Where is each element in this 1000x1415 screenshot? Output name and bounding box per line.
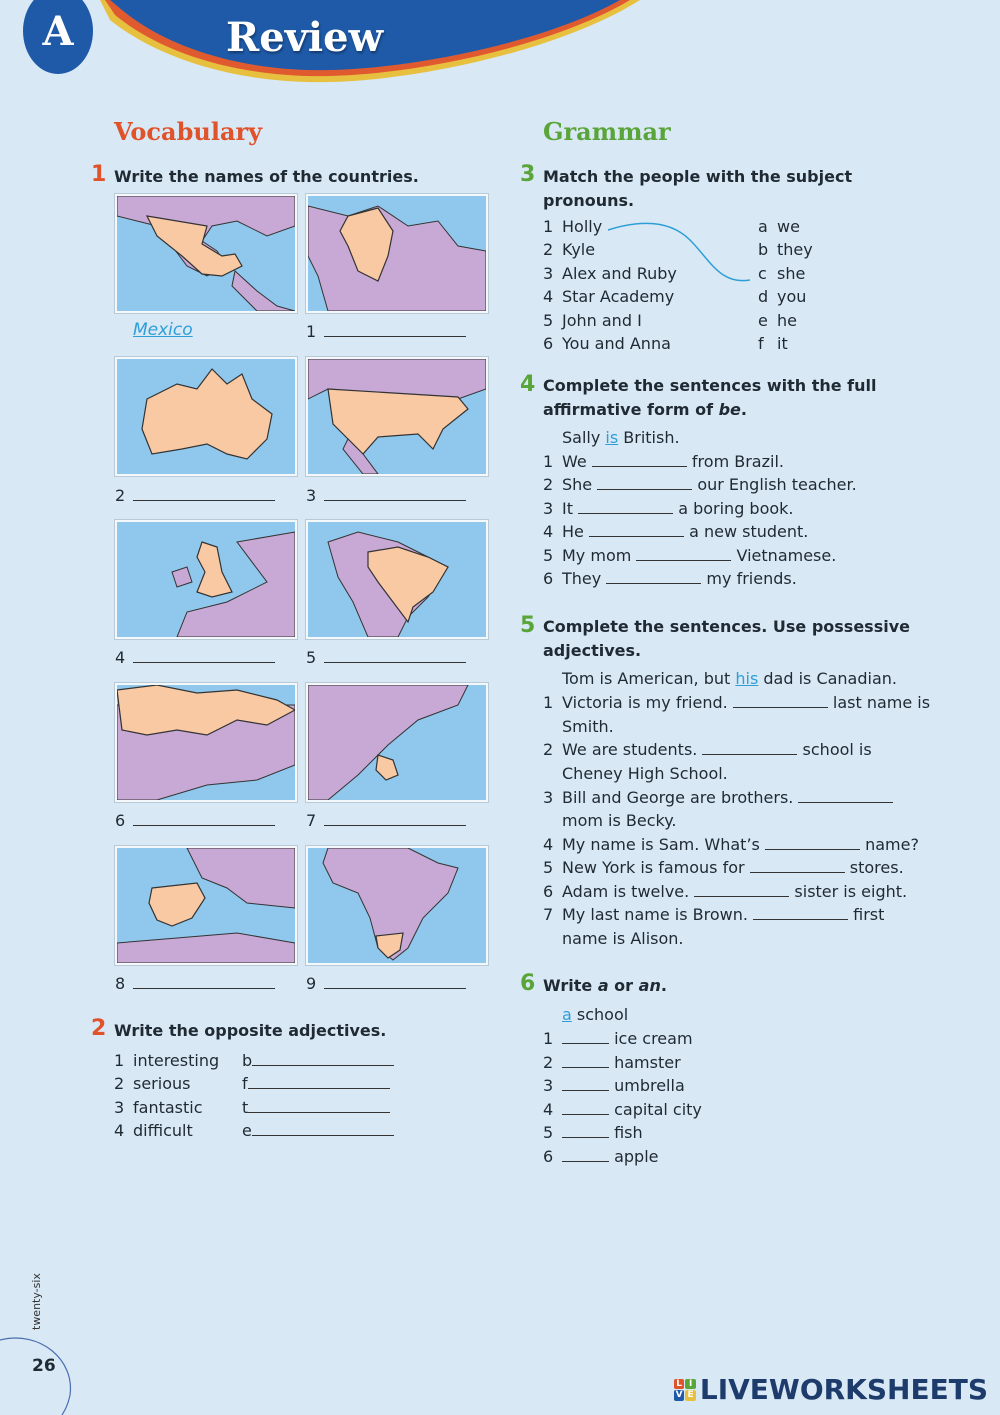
answer-blank[interactable] <box>133 811 275 826</box>
page-number: 26 <box>32 1356 56 1376</box>
answer-blank[interactable] <box>592 452 687 467</box>
ex6-item: 4 capital city <box>543 1100 702 1119</box>
map-label-6: 6 <box>115 811 290 830</box>
answer-blank[interactable] <box>252 1051 394 1066</box>
answer-blank[interactable] <box>694 882 789 897</box>
unit-badge: A <box>23 0 93 74</box>
ex2-item: 1 interesting b <box>114 1049 394 1072</box>
answer-blank[interactable] <box>765 835 860 850</box>
answer-blank[interactable] <box>578 499 673 514</box>
exercise-5-instruction: Complete the sentences. Use possessive adjectives. <box>543 617 910 660</box>
answer-blank[interactable] <box>798 788 893 803</box>
ex4-item: 2 She our English teacher. <box>543 475 857 494</box>
ex6-item: 1 ice cream <box>543 1029 693 1048</box>
ex3-pronoun[interactable]: f it <box>758 334 788 353</box>
answer-blank[interactable] <box>133 974 275 989</box>
answer-blank[interactable] <box>606 569 701 584</box>
ex3-pronoun[interactable]: b they <box>758 240 813 259</box>
map-label-2: 2 <box>115 486 290 505</box>
ex4-item: 5 My mom Vietnamese. <box>543 546 837 565</box>
liveworksheets-logo[interactable]: L I V E LIVEWORKSHEETS <box>675 1373 988 1406</box>
answer-blank[interactable] <box>324 648 466 663</box>
ex6-item: 3 umbrella <box>543 1076 685 1095</box>
exercise-6-instruction: Write a or an. <box>543 976 667 995</box>
ex4-item: 6 They my friends. <box>543 569 797 588</box>
ex3-person[interactable]: 4 Star Academy <box>543 287 675 306</box>
map-label-8: 8 <box>115 974 290 993</box>
ex3-pronoun[interactable]: d you <box>758 287 807 306</box>
map-label-5: 5 <box>306 648 481 667</box>
ex3-person[interactable]: 1 Holly <box>543 217 603 236</box>
map-uk <box>115 520 297 639</box>
map-label-3: 3 <box>306 486 481 505</box>
answer-blank[interactable] <box>636 546 731 561</box>
map-spain <box>115 846 297 965</box>
answer-blank[interactable] <box>252 1121 394 1136</box>
ex3-person[interactable]: 6 You and Anna <box>543 334 671 353</box>
answer-blank[interactable] <box>324 811 466 826</box>
ex3-person[interactable]: 3 Alex and Ruby <box>543 264 677 283</box>
exercise-4-instruction: Complete the sentences with the full affirmative form of be. <box>543 376 877 419</box>
map-brazil <box>306 520 488 639</box>
map-label-4: 4 <box>115 648 290 667</box>
answer-blank[interactable] <box>562 1076 609 1091</box>
page-title: Review <box>226 14 384 61</box>
ex3-pronoun[interactable]: c she <box>758 264 806 283</box>
liveworksheets-logo-icon: L I V E <box>674 1379 696 1401</box>
ex5-item: 6 Adam is twelve. sister is eight. <box>543 882 908 901</box>
ex3-pronoun[interactable]: a we <box>758 217 800 236</box>
ex5-example: Tom is American, but his dad is Canadian. <box>562 669 897 688</box>
ex5-item: 3 Bill and George are brothers. <box>543 786 893 809</box>
answer-blank[interactable] <box>750 858 845 873</box>
map-label-7: 7 <box>306 811 481 830</box>
answer-blank[interactable] <box>248 1098 390 1113</box>
answer-blank[interactable] <box>324 322 466 337</box>
ex6-item: 2 hamster <box>543 1053 681 1072</box>
map-label-1: 1 <box>306 322 481 341</box>
map-australia <box>115 357 297 476</box>
answer-blank[interactable] <box>248 1074 390 1089</box>
answer-blank[interactable] <box>133 486 275 501</box>
vocabulary-heading: Vocabulary <box>114 117 263 146</box>
grammar-heading: Grammar <box>543 117 671 146</box>
ex6-item: 6 apple <box>543 1147 659 1166</box>
exercise-6-number: 6 <box>520 971 536 996</box>
answer-blank[interactable] <box>733 693 828 708</box>
answer-blank[interactable] <box>753 905 848 920</box>
ex5-item-continued: Cheney High School. <box>562 764 728 783</box>
map-mexico <box>115 194 297 313</box>
ex4-item: 1 We from Brazil. <box>543 452 784 471</box>
ex5-item: 7 My last name is Brown. first <box>543 905 885 924</box>
answer-blank[interactable] <box>324 974 466 989</box>
exercise-3-number: 3 <box>520 162 536 187</box>
answer-blank[interactable] <box>562 1100 609 1115</box>
ex4-item: 3 It a boring book. <box>543 499 794 518</box>
ex2-item: 3 fantastic t <box>114 1096 390 1119</box>
ex6-item: 5 fish <box>543 1123 643 1142</box>
ex5-item: 2 We are students. school is <box>543 740 872 759</box>
ex3-example-match-line <box>600 215 760 290</box>
answer-blank[interactable] <box>597 475 692 490</box>
map-usa <box>306 357 488 476</box>
ex5-item: 5 New York is famous for stores. <box>543 858 904 877</box>
answer-blank[interactable] <box>133 648 275 663</box>
exercise-5-number: 5 <box>520 613 536 638</box>
header-banner <box>0 0 1000 110</box>
answer-blank[interactable] <box>589 522 684 537</box>
exercise-2-number: 2 <box>91 1016 107 1041</box>
map-japan <box>306 683 488 802</box>
answer-blank[interactable] <box>562 1029 609 1044</box>
map-south-africa <box>306 846 488 965</box>
ex6-example: a school <box>562 1005 629 1024</box>
ex3-person[interactable]: 2 Kyle <box>543 240 596 259</box>
exercise-2-instruction: Write the opposite adjectives. <box>114 1021 387 1040</box>
ex5-item-continued: Smith. <box>562 717 614 736</box>
ex5-item-continued: name is Alison. <box>562 929 684 948</box>
exercise-1-instruction: Write the names of the countries. <box>114 167 419 186</box>
map-example-answer: Mexico <box>133 320 193 340</box>
exercise-3-instruction: Match the people with the subject pronouns. <box>543 167 853 210</box>
answer-blank[interactable] <box>562 1053 609 1068</box>
ex3-pronoun[interactable]: e he <box>758 311 797 330</box>
page-number-words: twenty-six <box>30 1273 43 1330</box>
ex2-item: 4 difficult e <box>114 1119 394 1142</box>
ex3-person[interactable]: 5 John and I <box>543 311 642 330</box>
ex2-item: 2 serious f <box>114 1072 390 1095</box>
map-colombia <box>306 194 488 313</box>
answer-blank[interactable] <box>562 1147 609 1162</box>
exercise-4-number: 4 <box>520 372 536 397</box>
answer-blank[interactable] <box>562 1123 609 1138</box>
ex5-item: 1 Victoria is my friend. last name is <box>543 693 931 712</box>
ex4-example: Sally is British. <box>562 428 680 447</box>
answer-blank[interactable] <box>702 740 797 755</box>
ex5-item: 4 My name is Sam. What’s name? <box>543 835 919 854</box>
answer-blank[interactable] <box>324 486 466 501</box>
exercise-1-number: 1 <box>91 162 107 187</box>
ex5-item-continued: mom is Becky. <box>562 811 677 830</box>
ex4-item: 4 He a new student. <box>543 522 809 541</box>
map-russia <box>115 683 297 802</box>
map-label-9: 9 <box>306 974 481 993</box>
